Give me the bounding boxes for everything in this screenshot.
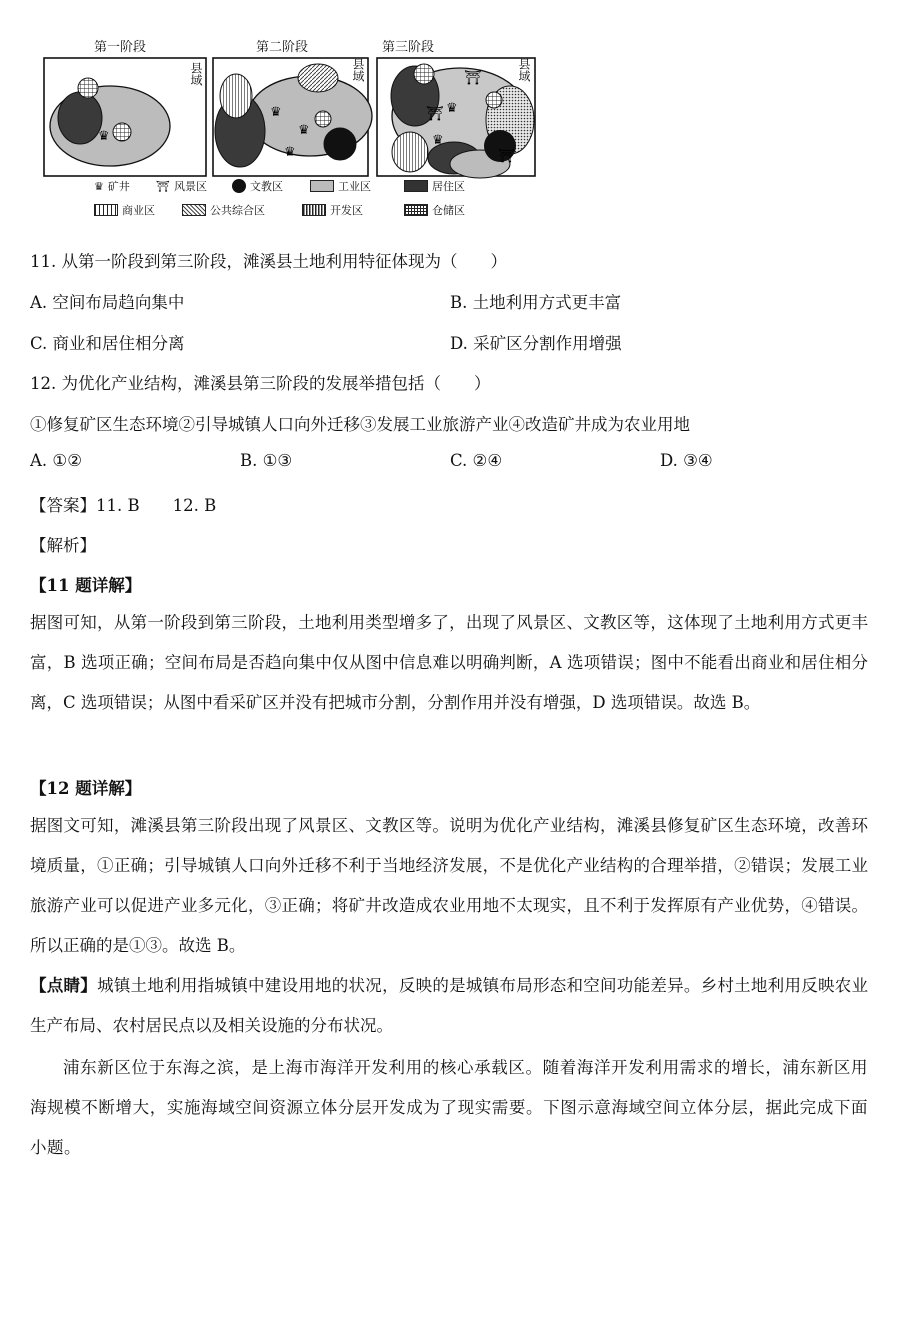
- dianjing-paragraph: [30, 966, 868, 1046]
- next-material-intro: 浦东新区位于东海之滨，是上海市海洋开发利用的核心承载区。随着海洋开发利用需求的增长，浦东新区用海规模不断增大，实施海域空间资源立体分层开发成为了现实需要。下图示意海域空间立体分层，据此完成下面小题。: [30, 1058, 868, 1157]
- svg-text:♛: ♛: [98, 129, 110, 144]
- svg-text:⛩: ⛩: [426, 106, 444, 122]
- svg-text:⛩: ⛩: [464, 70, 482, 86]
- commercial-zone: [414, 64, 434, 84]
- storage-zone: [486, 92, 502, 108]
- legend-scenic: ⛩ 风景区: [156, 179, 207, 193]
- q12-option-d: D. ③④: [660, 451, 713, 470]
- analysis-label: 【解析】: [30, 536, 96, 555]
- legend-industrial: 工业区: [310, 178, 371, 194]
- stage3-title: 第三阶段: [382, 40, 435, 55]
- stage2-title: 第二阶段: [256, 40, 309, 55]
- q12-detail-text: 据图文可知，滩溪县第三阶段出现了风景区、文教区等。说明为优化产业结构，滩溪县修复矿区生态环境，改善环境质量，①正确；引导城镇人口向外迁移不利于当地经济发展，不是优化产业结构的合理举措，②错误；发展工业旅游产业可以促进产业多元化，③正确；将矿井改造成农业用地不太现实，且不利于发挥原有产业优势，④错误。所以正确的是①③。故选 B。: [30, 816, 868, 955]
- county-label-1: 县域: [189, 62, 203, 86]
- residential-zone: [58, 92, 102, 144]
- svg-text:⛩: ⛩: [498, 149, 515, 164]
- legend-commercial: 商业区: [94, 202, 155, 218]
- q12-option-b: B. ①③: [240, 451, 293, 470]
- answer-line: 【答案】11. B 12. B: [30, 496, 217, 515]
- public-swatch: [182, 204, 206, 216]
- legend-public: 公共综合区: [182, 202, 265, 218]
- mine-icon: ♛: [94, 179, 104, 193]
- q12-detail-heading: 【12 题详解】: [30, 779, 142, 798]
- legend-culture: 文教区: [232, 178, 283, 194]
- q12-option-c: C. ②④: [450, 451, 503, 470]
- legend-residential: 居住区: [404, 178, 465, 194]
- county-label-2: 县域: [351, 58, 365, 82]
- development-swatch: [302, 204, 326, 216]
- industrial-swatch: [310, 180, 334, 192]
- dianjing-label: 【点睛】: [30, 976, 98, 995]
- development-zone: [220, 74, 252, 118]
- figure-legend: [52, 178, 492, 222]
- public-zone: [298, 64, 338, 92]
- culture-education-zone: [324, 128, 356, 160]
- q11-option-a: A. 空间布局趋向集中: [30, 293, 185, 312]
- q11-stem: 11. 从第一阶段到第三阶段，滩溪县土地利用特征体现为（ ）: [30, 252, 507, 271]
- county-label-3: 县域: [517, 58, 531, 82]
- svg-text:♛: ♛: [432, 133, 444, 148]
- commercial-zone: [78, 78, 98, 98]
- q11-detail-heading: 【11 题详解】: [30, 576, 142, 595]
- q11-option-b: B. 土地利用方式更丰富: [450, 293, 622, 312]
- legend-storage: 仓储区: [404, 202, 465, 218]
- culture-education-icon: [232, 179, 246, 193]
- development-zone: [392, 132, 428, 172]
- q12-choices: ①修复矿区生态环境②引导城镇人口向外迁移③发展工业旅游产业④改造矿井成为农业用地: [30, 415, 690, 434]
- storage-zone: [113, 123, 131, 141]
- q12-option-a: A. ①②: [30, 451, 82, 470]
- q11-detail-text: 据图可知，从第一阶段到第三阶段，土地利用类型增多了，出现了风景区、文教区等，这体现了土地利用方式更丰富，B 选项正确；空间布局是否趋向集中仅从图中信息难以明确判断，A 选项错误；图中不能看出商业和居住相分离，C 选项错误；从图中看采矿区并没有把城市分割，分割作用并没有增强，D 选项错误。故选 B。: [30, 613, 868, 712]
- storage-swatch: [404, 204, 428, 216]
- q12-stem: 12. 为优化产业结构，滩溪县第三阶段的发展举措包括（ ）: [30, 374, 491, 393]
- dianjing-text: 城镇土地利用指城镇中建设用地的状况，反映的是城镇布局形态和空间功能差异。乡村土地利用反映农业生产布局、农村居民点以及相关设施的分布状况。: [30, 976, 869, 1035]
- commercial-swatch: [94, 204, 118, 216]
- q11-option-c: C. 商业和居住相分离: [30, 334, 185, 353]
- svg-text:♛: ♛: [446, 101, 458, 116]
- q11-option-d: D. 采矿区分割作用增强: [450, 334, 622, 353]
- svg-text:♛: ♛: [298, 123, 310, 138]
- svg-text:♛: ♛: [270, 105, 282, 120]
- stage1-title: 第一阶段: [94, 40, 147, 55]
- residential-swatch: [404, 180, 428, 192]
- storage-zone: [315, 111, 331, 127]
- svg-text:♛: ♛: [284, 145, 296, 160]
- legend-development: 开发区: [302, 202, 363, 218]
- legend-mine: ♛ 矿井: [94, 179, 130, 193]
- scenic-icon: ⛩: [156, 179, 170, 193]
